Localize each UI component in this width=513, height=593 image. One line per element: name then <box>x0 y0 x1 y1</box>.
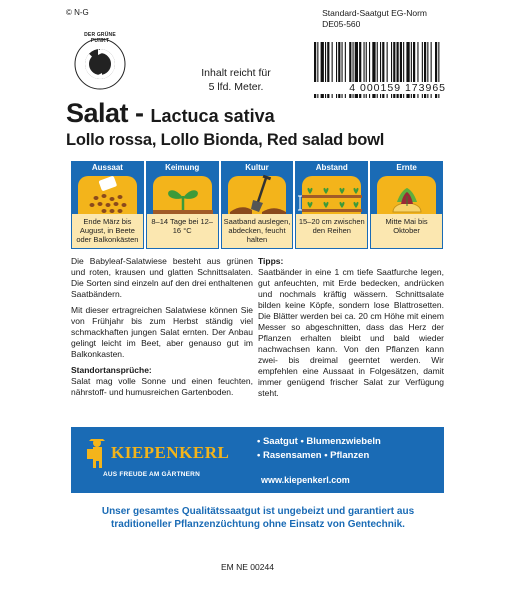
tips-column <box>258 256 444 399</box>
standard-note <box>322 8 427 30</box>
shovel-icon <box>222 174 293 214</box>
info-text: Saatband auslegen, abdecken, feucht halten <box>222 214 293 248</box>
em-code: EM NE 00244 <box>221 562 274 572</box>
standard-line-2: DE05-560 <box>322 19 361 29</box>
harvest-icon <box>371 174 442 214</box>
info-col-harvest <box>370 161 443 249</box>
info-text: Ende März bis August, in Beete oder Balkonkästen <box>72 214 143 248</box>
info-head: Aussaat <box>72 162 143 174</box>
rows-icon <box>296 174 367 214</box>
info-text: Mitte Mai bis Oktober <box>371 214 442 248</box>
location-heading: Standortansprüche: <box>71 365 152 375</box>
copyright-note: © N-G <box>66 8 89 17</box>
content-note-line-2: 5 lfd. Meter. <box>208 81 264 93</box>
info-head: Keimung <box>147 162 218 174</box>
info-col-spacing <box>295 161 368 249</box>
product-categories <box>257 435 381 463</box>
info-head: Abstand <box>296 162 367 174</box>
content-note <box>176 66 296 94</box>
info-col-sowing <box>71 161 144 249</box>
title-latin: Lactuca sativa <box>150 106 275 126</box>
sprout-icon <box>147 174 218 214</box>
info-head: Ernte <box>371 162 442 174</box>
info-col-culture <box>221 161 294 249</box>
product-categories-line-1: • Saatgut • Blumenzwiebeln <box>257 436 381 447</box>
page-title <box>66 98 275 129</box>
info-col-germination <box>146 161 219 249</box>
quality-statement <box>66 505 450 531</box>
green-dot-logo <box>74 38 126 90</box>
kiepenkerl-figure-logo <box>85 437 109 469</box>
quality-line-2: traditioneller Pflanzenzüchtung ohne Einsatz von Gentechnik. <box>111 519 405 530</box>
description-column <box>71 256 253 398</box>
seeds-icon <box>72 174 143 214</box>
content-note-line-1: Inhalt reicht für <box>201 67 271 79</box>
brand-name: KIEPENKERL <box>111 443 230 462</box>
tips-paragraph: Saatbänder in eine 1 cm tiefe Saatfurche legen, gut anfeuchten, mit Erde bedecken, andrücken und nochmals kräftig wässern. Schnittsalate bilden keine Köpfe, sondern lose Blattrosetten. Die Blätter werden bei ca. 20 cm Höhe mit einem Messer so abgeschnitten, dass das Herz der Pflanzen erhalten bleibt und bald wieder nachwachsen kann. Von den Pflanzen kann zwei- bis dreimal geerntet werden. Wir empfehlen eine Aussaat in Folgesätzen, damit immer genügend frischer Salat zur Verfügung steht. <box>258 267 444 398</box>
location-paragraph: Salat mag volle Sonne und einen feuchten, nährstoff- und humusreichen Gartenboden. <box>71 376 253 397</box>
info-text: 15–20 cm zwischen den Reihen <box>296 214 367 248</box>
product-categories-line-2: • Rasensamen • Pflanzen <box>257 450 370 461</box>
description-paragraph-2: Mit dieser ertragreichen Salatwiese können Sie von Frühjahr bis zum Herbst ständig viel schmackhaften jungen Salat ernten. Der Anbau gelingt leicht im Beet, aber genauso gut im Balkonkasten. <box>71 305 253 359</box>
title-main: Salat - <box>66 98 144 128</box>
brand-slogan: AUS FREUDE AM GÄRTNERN <box>103 471 200 478</box>
tips-heading: Tipps: <box>258 256 284 266</box>
variety-names: Lollo rossa, Lollo Bionda, Red salad bowl <box>66 131 385 149</box>
description-paragraph-1: Die Babyleaf-Salatwiese besteht aus grünen und roten, krausen und glatten Schnittsalaten. Die Sorten sind einzeln auf den drei enthaltenen Saatbändern. <box>71 256 253 299</box>
info-head: Kultur <box>222 162 293 174</box>
green-dot-text: DER GRÜNE PUNKT <box>84 32 116 44</box>
brand-banner <box>71 427 444 493</box>
cultivation-info-row <box>71 161 443 249</box>
info-text: 8–14 Tage bei 12–16 °C <box>147 214 218 248</box>
standard-line-1: Standard-Saatgut EG-Norm <box>322 8 427 18</box>
barcode-number: 4 000159 173965 <box>296 82 446 94</box>
brand-url-link[interactable]: www.kiepenkerl.com <box>261 475 350 485</box>
quality-line-1: Unser gesamtes Qualitätssaatgut ist ungebeizt und garantiert aus <box>101 506 415 517</box>
